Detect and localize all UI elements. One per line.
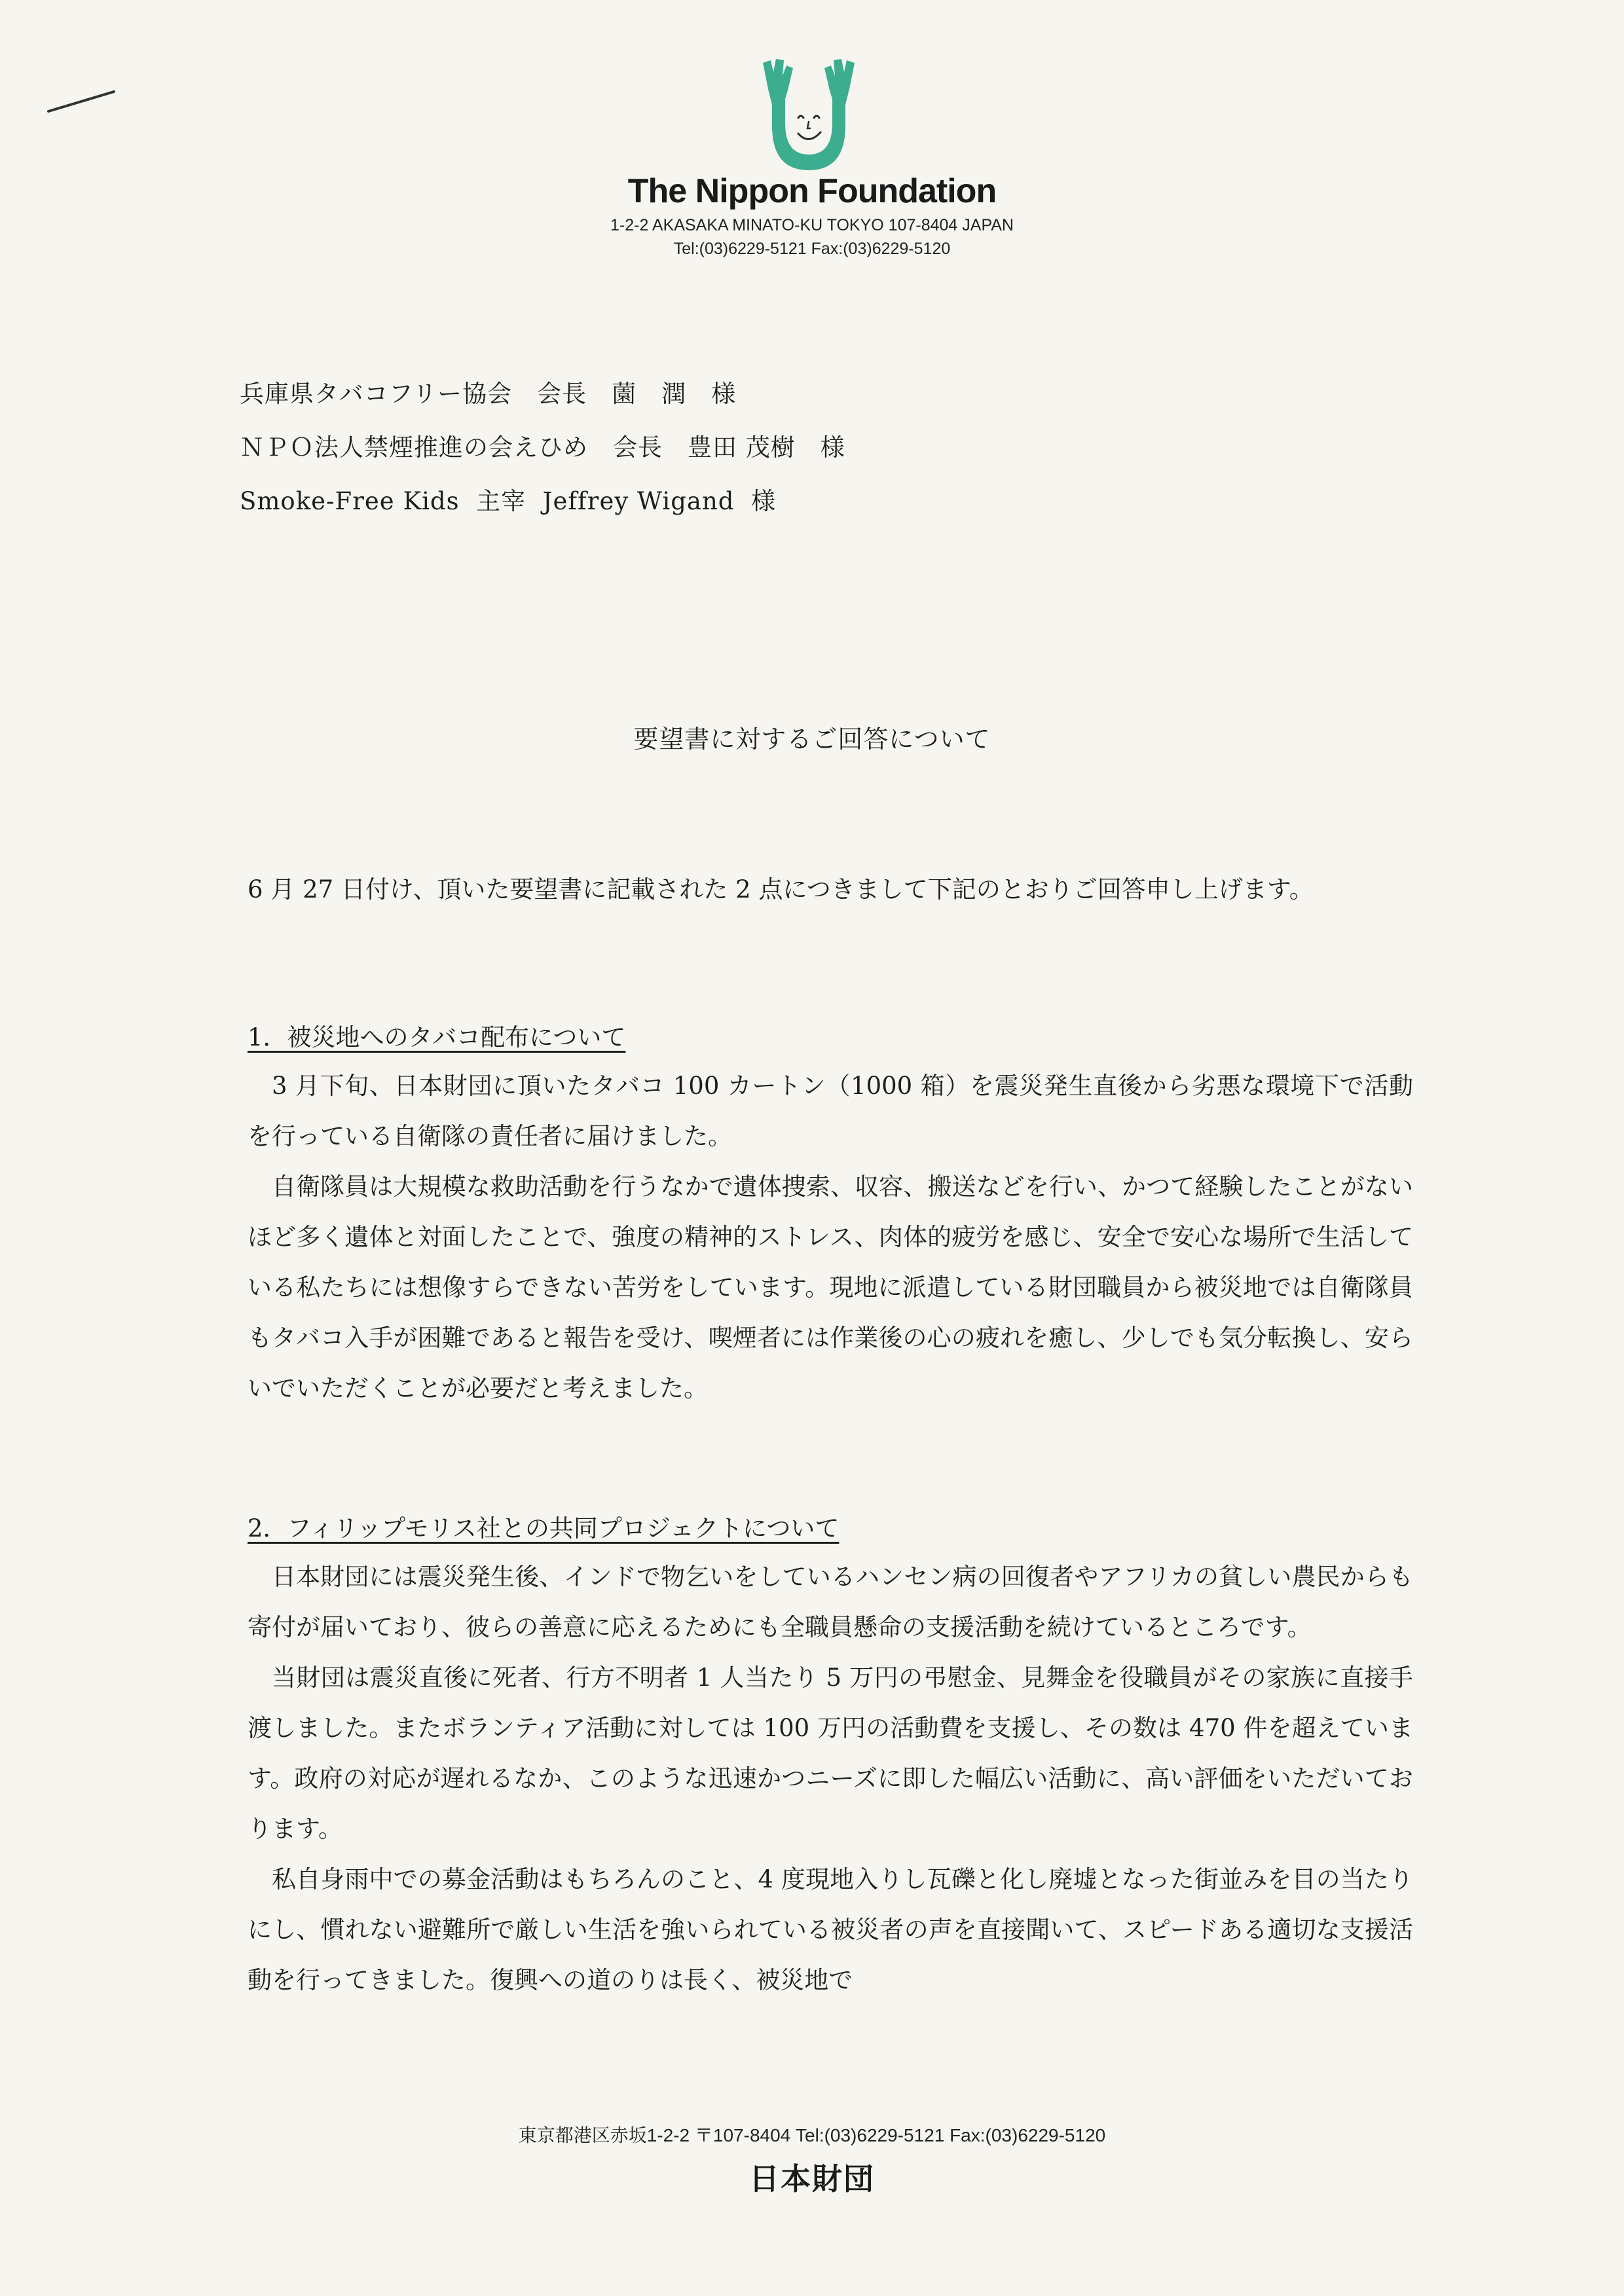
section-paragraph: 私自身雨中での募金活動はもちろんのこと、4 度現地入りし瓦礫と化し廃墟となった街並みを目の当たりにし、慣れない避難所で厳しい生活を強いられている被災者の声を直接聞いて、スピードある適切な支援活動を行ってきました。復興への道のりは長く、被災地で [248,1865,1413,1994]
section-1 [248,1015,1413,1413]
section-paragraph: 自衛隊員は大規模な救助活動を行うなかで遺体捜索、収容、搬送などを行い、かつて経験したことがないほど多く遺体と対面したことで、強度の精神的ストレス、肉体的疲労を感じ、安全で安心な場所で生活している私たちには想像すらできない苦労をしています。現地に派遣している財団職員から被災地では自衛隊員もタバコ入手が困難であると報告を受け、喫煙者には作業後の心の疲れを癒し、少しでも気分転換し、安らいでいただくことが必要だと考えました。 [248,1173,1413,1402]
section-paragraph: 3 月下旬、日本財団に頂いたタバコ 100 カートン（1000 箱）を震災発生直後から劣悪な環境下で活動を行っている自衛隊の責任者に届けました。 [248,1072,1413,1150]
letter-subject: 要望書に対するご回答について [633,725,991,754]
pen-stroke-mark [46,85,118,118]
organization-contact: Tel:(03)6229-5121 Fax:(03)6229-5120 [673,240,951,258]
section-2 [248,1506,1413,2005]
section-heading: 1．被災地へのタバコ配布について [248,1023,626,1051]
addressee-line: 兵庫県タバコフリー協会 会長 薗 潤 様 [240,380,737,408]
intro-paragraph: 6 月 27 日付け、頂いた要望書に記載された 2 点につきまして下記のとおりご回答申し上げます。 [248,875,1314,903]
addressee-list [240,374,1222,536]
addressee-line: ＮＰＯ法人禁煙推進の会えひめ 会長 豊田 茂樹 様 [240,433,845,462]
organization-address: 1-2-2 AKASAKA MINATO-KU TOKYO 107-8404 JAPAN [610,216,1014,234]
organization-name: The Nippon Foundation [627,172,997,210]
addressee-line: Smoke-Free Kids 主宰 Jeffrey Wigand 様 [240,487,776,515]
footer-address: 東京都港区赤坂1-2-2 〒107-8404 Tel:(03)6229-5121 Fax:(03)6229-5120 [518,2125,1106,2145]
intro-block [248,864,1413,915]
section-paragraph: 日本財団には震災発生後、インドで物乞いをしているハンセン病の回復者やアフリカの貧しい農民からも寄付が届いており、彼らの善意に応えるためにも全職員懸命の支援活動を続けているところです。 [248,1563,1413,1641]
smiling-face-raised-hands-icon [756,58,861,174]
section-heading: 2．フィリップモリス社との共同プロジェクトについて [248,1514,840,1542]
footer-organization-name: 日本財団 [749,2161,875,2196]
section-paragraph: 当財団は震災直後に死者、行方不明者 1 人当たり 5 万円の弔慰金、見舞金を役職員がその家族に直接手渡しました。またボランティア活動に対しては 100 万円の活動費を支援し、その数は 470 件を超えています。政府の対応が遅れるなか、このような迅速かつニーズに即した幅広い活動に、高い評価をいただいております。 [248,1664,1413,1843]
